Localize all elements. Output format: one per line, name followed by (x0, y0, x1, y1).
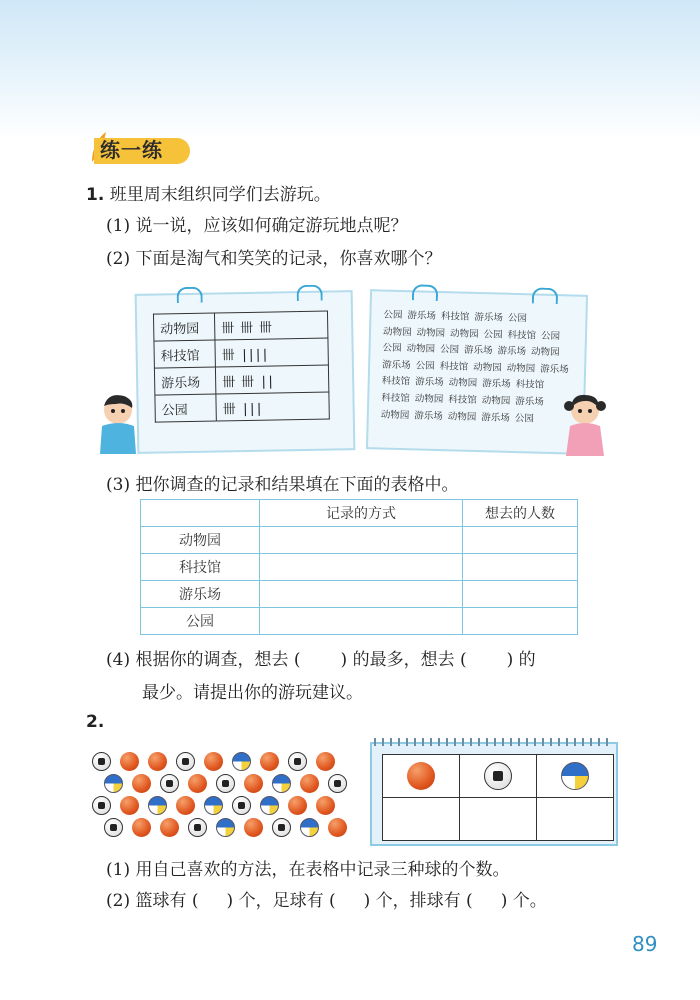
basketball-icon (316, 752, 335, 771)
ball-record-table (382, 754, 614, 841)
clip-icon (412, 284, 438, 301)
word-record-line: 动物园 游乐场 动物园 游乐场 公园 (380, 409, 535, 425)
basketball-icon (244, 818, 263, 837)
soccer-ball-icon (92, 796, 111, 815)
word-record-line: 动物园 动物园 动物园 公园 科技馆 公园 (382, 326, 561, 342)
tally-row: 动物园 卌 卌 卌 (153, 311, 327, 341)
basketball-icon (148, 752, 167, 771)
table-row: 动物园 (141, 527, 578, 554)
soccer-ball-icon (104, 818, 123, 837)
volleyball-icon (272, 774, 291, 793)
clip-icon (532, 287, 558, 304)
soccer-ball-icon (188, 818, 207, 837)
section-title: 练一练 (100, 138, 163, 162)
basketball-icon (407, 762, 435, 790)
table-header: 记录的方式 (260, 500, 463, 527)
volleyball-icon (216, 818, 235, 837)
basketball-icon (188, 774, 207, 793)
volleyball-count-cell[interactable] (537, 798, 614, 841)
word-record-list (381, 308, 578, 429)
q1-sub2: (2) 下面是淘气和笑笑的记录，你喜欢哪个？ (106, 249, 442, 269)
volleyball-icon (300, 818, 319, 837)
volleyball-icon (204, 796, 223, 815)
record-cell[interactable] (260, 554, 463, 581)
tally-row: 公园 卌 ||| (155, 392, 329, 422)
basketball-icon (132, 774, 151, 793)
record-cell[interactable] (260, 608, 463, 635)
soccer-ball-icon (328, 774, 347, 793)
girl-illustration (562, 392, 608, 458)
header-band (0, 0, 700, 140)
word-record-line: 公园 动物园 公园 游乐场 游乐场 动物园 (382, 342, 560, 359)
q2-sub2: (2) 篮球有 ( ) 个，足球有 ( ) 个，排球有 ( ) 个。 (106, 891, 547, 911)
q1-sub1: (1) 说一说，应该如何确定游玩地点呢？ (106, 216, 408, 236)
volleyball-icon (232, 752, 251, 771)
basketball-count-cell[interactable] (383, 798, 460, 841)
soccer-ball-icon (232, 796, 251, 815)
count-cell[interactable] (463, 527, 578, 554)
record-cell[interactable] (260, 527, 463, 554)
q1-sub4: (4) 根据你的调查，想去 ( ) 的最多，想去 ( ) 的 (106, 650, 536, 670)
section-tag (86, 130, 186, 164)
spiral-binding (374, 738, 610, 746)
count-cell[interactable] (463, 554, 578, 581)
boy-illustration (96, 392, 140, 456)
table-header (141, 500, 260, 527)
soccer-ball-icon (272, 818, 291, 837)
basketball-icon (300, 774, 319, 793)
table-row: 游乐场 (141, 581, 578, 608)
record-table (140, 499, 578, 635)
word-record-card (366, 289, 588, 455)
basketball-icon (176, 796, 195, 815)
tally-table (153, 311, 330, 423)
basketball-icon (288, 796, 307, 815)
basketball-icon (204, 752, 223, 771)
basketball-icon (120, 752, 139, 771)
soccer-ball-icon (484, 762, 512, 790)
page-number: 89 (632, 932, 658, 956)
q2-sub1: (1) 用自己喜欢的方法，在表格中记录三种球的个数。 (106, 860, 510, 880)
word-record-line: 科技馆 游乐场 动物园 游乐场 科技馆 (381, 375, 545, 392)
word-record-line: 公园 游乐场 科技馆 游乐场 公园 (383, 309, 528, 325)
volleyball-icon (148, 796, 167, 815)
q1-sub4-line2: 最少。请提出你的游玩建议。 (142, 683, 363, 703)
volleyball-icon (561, 762, 589, 790)
basketball-icon (260, 752, 279, 771)
basketball-icon (316, 796, 335, 815)
count-cell[interactable] (463, 608, 578, 635)
count-cell[interactable] (463, 581, 578, 608)
table-header: 想去的人数 (463, 500, 578, 527)
table-row: 公园 (141, 608, 578, 635)
basketball-icon (244, 774, 263, 793)
q1-sub3: (3) 把你调查的记录和结果填在下面的表格中。 (106, 475, 459, 495)
basketball-icon (160, 818, 179, 837)
basketball-icon (132, 818, 151, 837)
clip-icon (177, 287, 203, 303)
q1-stem: 1. 班里周末组织同学们去游玩。 (86, 185, 331, 205)
basketball-icon (328, 818, 347, 837)
q2-number: 2. (86, 712, 105, 732)
soccer-ball-icon (288, 752, 307, 771)
record-cell[interactable] (260, 581, 463, 608)
tally-row: 游乐场 卌 卌 || (154, 365, 328, 395)
word-record-line: 科技馆 动物园 科技馆 动物园 游乐场 (381, 392, 544, 408)
soccer-ball-icon (92, 752, 111, 771)
soccer-count-cell[interactable] (460, 798, 537, 841)
tally-row: 科技馆 卌 |||| (154, 338, 328, 368)
basketball-icon (120, 796, 139, 815)
soccer-ball-icon (160, 774, 179, 793)
soccer-ball-icon (216, 774, 235, 793)
volleyball-icon (260, 796, 279, 815)
tally-record-card (135, 290, 356, 454)
clip-icon (296, 285, 322, 301)
table-row: 科技馆 (141, 554, 578, 581)
word-record-line: 游乐场 公园 科技馆 动物园 动物园 游乐场 (382, 359, 569, 376)
soccer-ball-icon (176, 752, 195, 771)
volleyball-icon (104, 774, 123, 793)
